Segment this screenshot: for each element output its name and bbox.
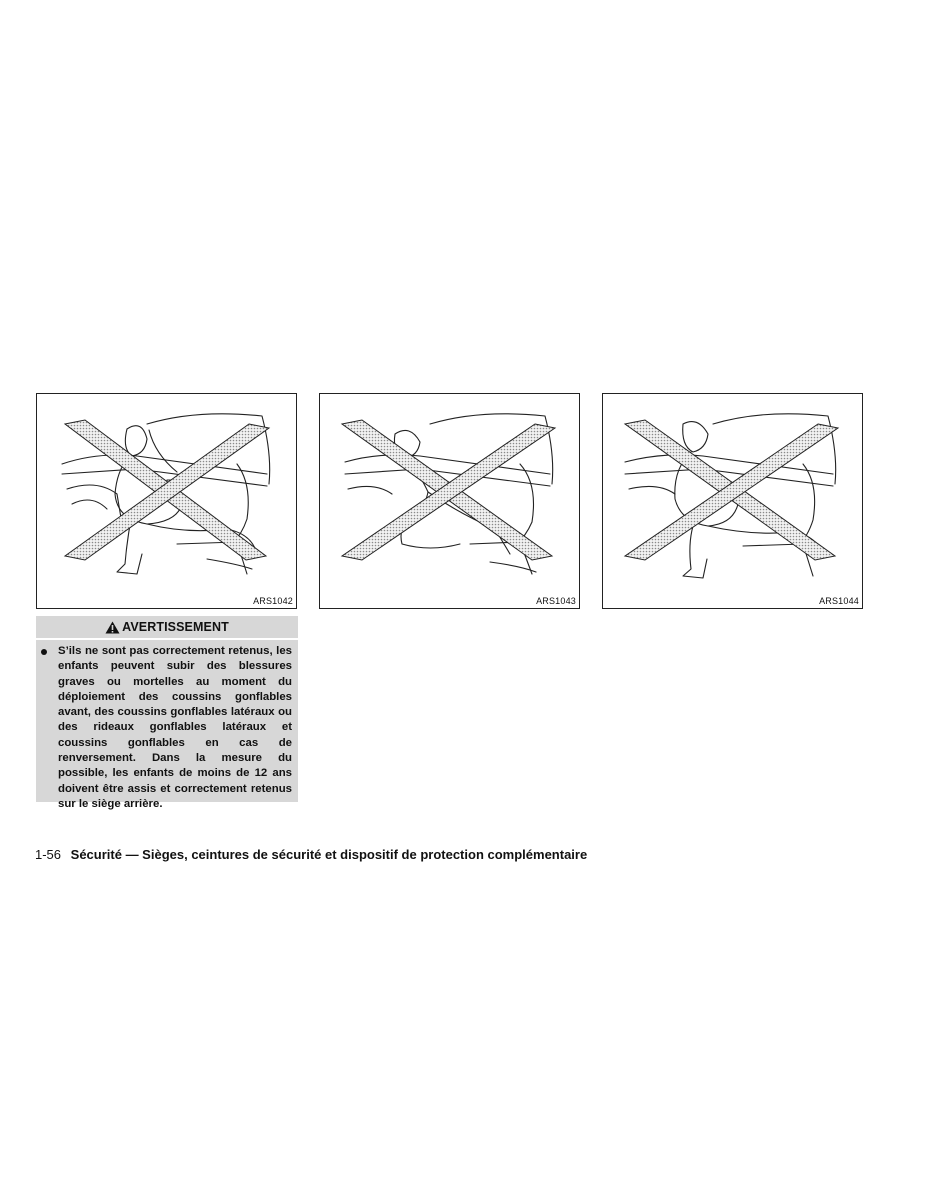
page-number: 1-56: [35, 847, 62, 862]
warning-header: [36, 616, 298, 640]
warning-item: [36, 640, 298, 812]
child-seat-illustration: [603, 394, 862, 608]
warning-box: [36, 616, 298, 810]
page-footer: [35, 847, 587, 862]
bullet-icon: [41, 649, 47, 655]
child-seat-illustration: [37, 394, 296, 608]
section-title: Sécurité — Sièges, ceintures de sécurité et dispositif de protection complémentaire: [70, 847, 588, 862]
warning-text: S’ils ne sont pas correctement retenus, les enfants peuvent subir des blessures graves ou mortelles au moment du déploiement des coussins gonflables avant, des coussins gonflables latéraux ou des rideaux gonflables latéraux et coussins gonflables en cas de renversement. Dans la mesure du possible, les enfants de moins de 12 ans doivent être assis et correctement retenus sur le siège arrière.: [58, 645, 292, 810]
figure-code: ARS1043: [536, 596, 576, 606]
warning-title: AVERTISSEMENT: [122, 620, 229, 634]
figure-child-front-seat-2: [319, 393, 580, 609]
warning-triangle-icon: [105, 621, 120, 634]
child-seat-illustration: [320, 394, 579, 608]
figure-child-front-seat-3: [602, 393, 863, 609]
figure-code: ARS1042: [253, 596, 293, 606]
figure-code: ARS1044: [819, 596, 859, 606]
figure-child-front-seat-1: [36, 393, 297, 609]
